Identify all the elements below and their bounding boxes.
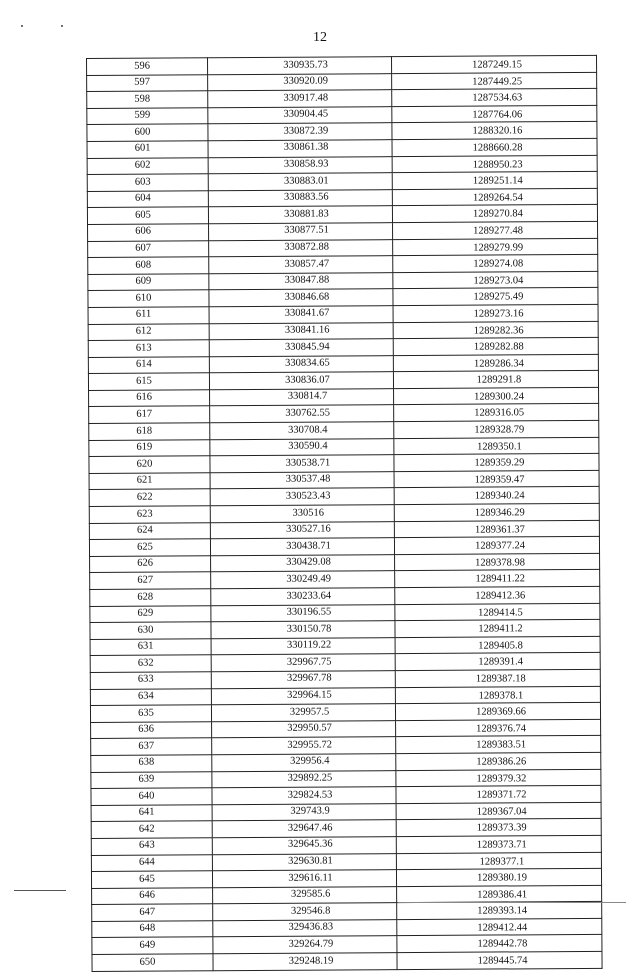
scan-speck [21, 25, 23, 27]
point-number-cell: 603 [87, 174, 208, 191]
x-coordinate-cell: 329630.81 [212, 853, 396, 871]
point-number-cell: 630 [90, 622, 211, 639]
point-number-cell: 640 [91, 788, 212, 805]
y-coordinate-cell: 1289316.05 [394, 404, 599, 422]
y-coordinate-cell: 1289277.48 [393, 221, 598, 239]
y-coordinate-cell: 1289279.99 [393, 238, 598, 256]
x-coordinate-cell: 330233.64 [211, 588, 395, 606]
y-coordinate-cell: 1289346.29 [394, 503, 599, 521]
x-coordinate-cell: 330841.67 [209, 306, 393, 324]
point-number-cell: 619 [89, 439, 210, 456]
y-coordinate-cell: 1289369.66 [395, 703, 600, 721]
y-coordinate-cell: 1289300.24 [394, 387, 599, 405]
point-number-cell: 604 [87, 191, 208, 208]
y-coordinate-cell: 1289445.74 [397, 951, 602, 969]
point-number-cell: 632 [90, 655, 211, 672]
y-coordinate-cell: 1287764.06 [392, 105, 597, 123]
x-coordinate-cell: 330904.45 [208, 106, 392, 124]
y-coordinate-cell: 1289361.37 [394, 520, 599, 538]
y-coordinate-cell: 1289328.79 [394, 420, 599, 438]
x-coordinate-cell: 330841.16 [209, 322, 393, 340]
y-coordinate-cell: 1289350.1 [394, 437, 599, 455]
y-coordinate-cell: 1289377.1 [396, 852, 601, 870]
point-number-cell: 622 [89, 489, 210, 506]
x-coordinate-cell: 330861.38 [208, 140, 392, 158]
y-coordinate-cell: 1289376.74 [396, 719, 601, 737]
point-number-cell: 621 [89, 473, 210, 490]
x-coordinate-cell: 330834.65 [209, 355, 393, 373]
scan-speck [61, 25, 63, 27]
point-number-cell: 599 [87, 108, 208, 125]
x-coordinate-cell: 329824.53 [212, 787, 396, 805]
point-number-cell: 639 [91, 771, 212, 788]
point-number-cell: 631 [90, 639, 211, 656]
point-number-cell: 647 [92, 904, 213, 921]
point-number-cell: 627 [90, 572, 211, 589]
x-coordinate-cell: 330920.09 [208, 73, 392, 91]
y-coordinate-cell: 1289273.04 [393, 271, 598, 289]
x-coordinate-cell: 330858.93 [208, 156, 392, 174]
y-coordinate-cell: 1289371.72 [396, 785, 601, 803]
y-coordinate-cell: 1289286.34 [393, 354, 598, 372]
point-number-cell: 617 [89, 406, 210, 423]
y-coordinate-cell: 1289379.32 [396, 769, 601, 787]
x-coordinate-cell: 330814.7 [210, 389, 394, 407]
y-coordinate-cell: 1289412.36 [395, 586, 600, 604]
point-number-cell: 611 [88, 307, 209, 324]
y-coordinate-cell: 1289367.04 [396, 802, 601, 820]
point-number-cell: 614 [88, 356, 209, 373]
point-number-cell: 645 [91, 871, 212, 888]
coordinates-table-body [87, 55, 603, 971]
y-coordinate-cell: 1289411.2 [395, 620, 600, 638]
point-number-cell: 600 [87, 124, 208, 141]
x-coordinate-cell: 330708.4 [210, 422, 394, 440]
x-coordinate-cell: 329743.9 [212, 803, 396, 821]
y-coordinate-cell: 1287249.15 [391, 55, 596, 73]
y-coordinate-cell: 1289274.08 [393, 255, 598, 273]
y-coordinate-cell: 1288950.23 [392, 155, 597, 173]
x-coordinate-cell: 329585.6 [213, 886, 397, 904]
point-number-cell: 613 [88, 340, 209, 357]
y-coordinate-cell: 1289275.49 [393, 288, 598, 306]
y-coordinate-cell: 1289359.47 [394, 470, 599, 488]
page-number: 12 [313, 30, 327, 45]
point-number-cell: 638 [91, 755, 212, 772]
point-number-cell: 629 [90, 605, 211, 622]
y-coordinate-cell: 1289411.22 [395, 570, 600, 588]
y-coordinate-cell: 1289377.24 [394, 537, 599, 555]
y-coordinate-cell: 1289405.8 [395, 636, 600, 654]
point-number-cell: 608 [88, 257, 209, 274]
x-coordinate-cell: 329950.57 [212, 720, 396, 738]
point-number-cell: 602 [87, 157, 208, 174]
coordinates-table [86, 55, 603, 972]
point-number-cell: 609 [88, 273, 209, 290]
point-number-cell: 615 [88, 373, 209, 390]
x-coordinate-cell: 329248.19 [213, 953, 397, 971]
y-coordinate-cell: 1289412.44 [397, 918, 602, 936]
y-coordinate-cell: 1289359.29 [394, 454, 599, 472]
x-coordinate-cell: 329616.11 [212, 870, 396, 888]
point-number-cell: 641 [91, 804, 212, 821]
x-coordinate-cell: 330883.56 [208, 189, 392, 207]
point-number-cell: 633 [90, 672, 211, 689]
y-coordinate-cell: 1289291.8 [393, 371, 598, 389]
point-number-cell: 623 [89, 506, 210, 523]
point-number-cell: 636 [91, 721, 212, 738]
y-coordinate-cell: 1287449.25 [392, 72, 597, 90]
y-coordinate-cell: 1289387.18 [395, 669, 600, 687]
y-coordinate-cell: 1289373.39 [396, 819, 601, 837]
footer-line [14, 890, 66, 891]
x-coordinate-cell: 330762.55 [210, 405, 394, 423]
point-number-cell: 628 [90, 589, 211, 606]
x-coordinate-cell: 329967.78 [211, 671, 395, 689]
x-coordinate-cell: 330917.48 [208, 90, 392, 108]
point-number-cell: 625 [89, 539, 210, 556]
point-number-cell: 634 [90, 688, 211, 705]
y-coordinate-cell: 1288660.28 [392, 138, 597, 156]
y-coordinate-cell: 1289273.16 [393, 304, 598, 322]
x-coordinate-cell: 330881.83 [208, 206, 392, 224]
point-number-cell: 650 [92, 954, 213, 971]
y-coordinate-cell: 1289378.98 [395, 553, 600, 571]
y-coordinate-cell: 1289380.19 [396, 868, 601, 886]
table-row [92, 951, 602, 971]
y-coordinate-cell: 1289378.1 [395, 686, 600, 704]
x-coordinate-cell: 330249.49 [211, 571, 395, 589]
point-number-cell: 598 [87, 91, 208, 108]
x-coordinate-cell: 330537.48 [210, 471, 394, 489]
x-coordinate-cell: 330935.73 [208, 57, 392, 75]
x-coordinate-cell: 330877.51 [209, 223, 393, 241]
x-coordinate-cell: 330845.94 [209, 339, 393, 357]
y-coordinate-cell: 1289386.26 [396, 752, 601, 770]
x-coordinate-cell: 329546.8 [213, 903, 397, 921]
point-number-cell: 606 [88, 224, 209, 241]
point-number-cell: 624 [89, 522, 210, 539]
x-coordinate-cell: 330429.08 [211, 554, 395, 572]
x-coordinate-cell: 330846.68 [209, 289, 393, 307]
x-coordinate-cell: 329955.72 [212, 737, 396, 755]
point-number-cell: 610 [88, 290, 209, 307]
x-coordinate-cell: 330883.01 [208, 173, 392, 191]
x-coordinate-cell: 329645.36 [212, 837, 396, 855]
point-number-cell: 616 [89, 390, 210, 407]
y-coordinate-cell: 1289373.71 [396, 835, 601, 853]
point-number-cell: 596 [87, 58, 208, 75]
footer-line [398, 902, 626, 903]
x-coordinate-cell: 329264.79 [213, 936, 397, 954]
y-coordinate-cell: 1287534.63 [392, 89, 597, 107]
point-number-cell: 597 [87, 74, 208, 91]
y-coordinate-cell: 1289340.24 [394, 487, 599, 505]
x-coordinate-cell: 330516 [210, 505, 394, 523]
y-coordinate-cell: 1289442.78 [397, 935, 602, 953]
x-coordinate-cell: 330872.39 [208, 123, 392, 141]
x-coordinate-cell: 330523.43 [210, 488, 394, 506]
y-coordinate-cell: 1289282.36 [393, 321, 598, 339]
x-coordinate-cell: 330119.22 [211, 637, 395, 655]
x-coordinate-cell: 329892.25 [212, 770, 396, 788]
coordinates-table-wrapper [86, 55, 602, 972]
y-coordinate-cell: 1289251.14 [392, 172, 597, 190]
x-coordinate-cell: 330196.55 [211, 604, 395, 622]
x-coordinate-cell: 330857.47 [209, 256, 393, 274]
point-number-cell: 642 [91, 821, 212, 838]
x-coordinate-cell: 329964.15 [211, 687, 395, 705]
point-number-cell: 626 [90, 556, 211, 573]
x-coordinate-cell: 329436.83 [213, 919, 397, 937]
y-coordinate-cell: 1289282.88 [393, 337, 598, 355]
point-number-cell: 646 [92, 887, 213, 904]
point-number-cell: 644 [91, 854, 212, 871]
x-coordinate-cell: 329956.4 [212, 754, 396, 772]
x-coordinate-cell: 330872.88 [209, 239, 393, 257]
point-number-cell: 635 [90, 705, 211, 722]
point-number-cell: 648 [92, 921, 213, 938]
y-coordinate-cell: 1289393.14 [397, 902, 602, 920]
x-coordinate-cell: 329647.46 [212, 820, 396, 838]
point-number-cell: 601 [87, 141, 208, 158]
point-number-cell: 605 [87, 207, 208, 224]
x-coordinate-cell: 330590.4 [210, 438, 394, 456]
point-number-cell: 643 [91, 838, 212, 855]
x-coordinate-cell: 329967.75 [211, 654, 395, 672]
point-number-cell: 649 [92, 937, 213, 954]
point-number-cell: 620 [89, 456, 210, 473]
x-coordinate-cell: 330538.71 [210, 455, 394, 473]
y-coordinate-cell: 1289264.54 [392, 188, 597, 206]
x-coordinate-cell: 330527.16 [210, 521, 394, 539]
point-number-cell: 637 [91, 738, 212, 755]
y-coordinate-cell: 1289383.51 [396, 736, 601, 754]
y-coordinate-cell: 1288320.16 [392, 122, 597, 140]
point-number-cell: 618 [89, 423, 210, 440]
x-coordinate-cell: 330150.78 [211, 621, 395, 639]
x-coordinate-cell: 329957.5 [211, 704, 395, 722]
y-coordinate-cell: 1289386.41 [397, 885, 602, 903]
y-coordinate-cell: 1289270.84 [392, 205, 597, 223]
point-number-cell: 607 [88, 240, 209, 257]
point-number-cell: 612 [88, 323, 209, 340]
y-coordinate-cell: 1289414.5 [395, 603, 600, 621]
y-coordinate-cell: 1289391.4 [395, 653, 600, 671]
x-coordinate-cell: 330438.71 [210, 538, 394, 556]
x-coordinate-cell: 330847.88 [209, 272, 393, 290]
x-coordinate-cell: 330836.07 [209, 372, 393, 390]
